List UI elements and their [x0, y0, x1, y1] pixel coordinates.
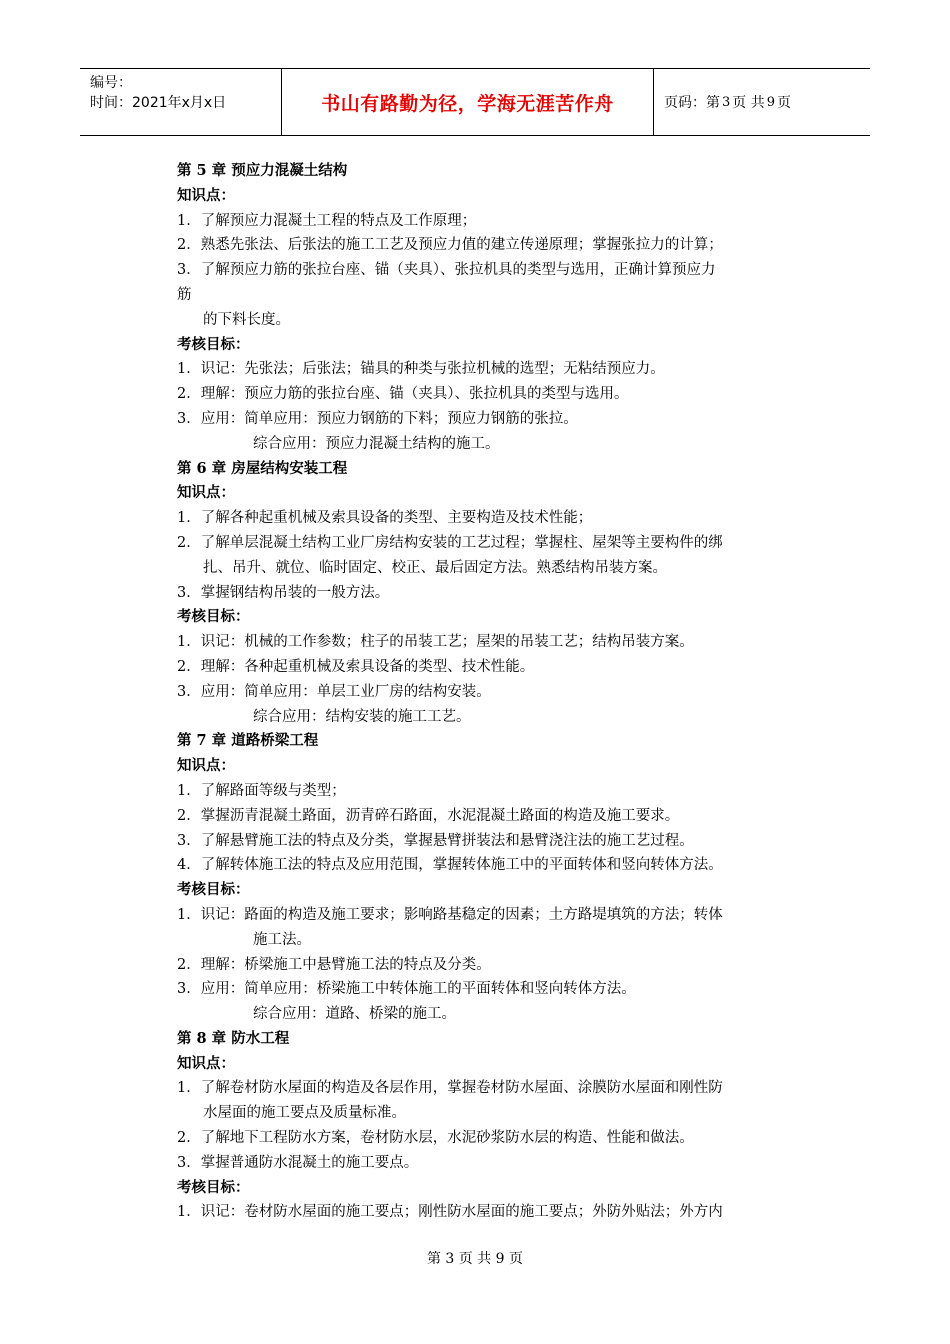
- section-heading: 知识点：: [177, 757, 235, 775]
- text-line: 3．应用：简单应用：桥梁施工中转体施工的平面转体和竖向转体方法。: [177, 981, 636, 998]
- text-line: 3．应用：简单应用：预应力钢筋的下料；预应力钢筋的张拉。: [177, 410, 578, 427]
- text-line: 1．识记：机械的工作参数；柱子的吊装工艺；屋架的吊装工艺；结构吊装方案。: [177, 634, 694, 651]
- text-line: 2．了解单层混凝土结构工业厂房结构安装的工艺过程；掌握柱、屋架等主要构件的绑: [177, 534, 723, 551]
- page-footer: 第 3 页 共 9 页: [426, 1251, 524, 1267]
- text-line: 1．识记：先张法；后张法；锚具的种类与张拉机械的选型；无粘结预应力。: [177, 361, 665, 378]
- page-header: [80, 68, 870, 136]
- text-line: 3．了解预应力筋的张拉台座、锚（夹具）、张拉机具的类型与选用，正确计算预应力: [177, 262, 716, 279]
- text-line: 3．掌握钢结构吊装的一般方法。: [177, 584, 390, 601]
- section-heading: 考核目标：: [177, 335, 250, 353]
- page-label-post: 页: [777, 95, 792, 111]
- text-line: 2．理解：各种起重机械及索具设备的类型、技术性能。: [177, 658, 535, 675]
- section-heading: 第 6 章 房屋结构安装工程: [177, 459, 348, 477]
- text-line: 1．识记：路面的构造及施工要求；影响路基稳定的因素；土方路堤填筑的方法；转体: [177, 906, 723, 923]
- text-line: 3．应用：简单应用：单层工业厂房的结构安装。: [177, 683, 491, 700]
- section-heading: 第 5 章 预应力混凝土结构: [177, 162, 348, 179]
- text-line: 2．熟悉先张法、后张法的施工工艺及预应力值的建立传递原理；掌握张拉力的计算；: [177, 237, 723, 254]
- text-line: 1．了解预应力混凝土工程的特点及工作原理；: [177, 212, 477, 229]
- section-heading: 知识点：: [177, 186, 235, 204]
- number-label: 编号：: [90, 75, 132, 91]
- text-line: 2．理解：桥梁施工中悬臂施工法的特点及分类。: [177, 956, 491, 973]
- text-line: 1．了解路面等级与类型；: [177, 782, 346, 799]
- page-number: 3: [722, 94, 731, 110]
- section-heading: 知识点：: [177, 1054, 235, 1072]
- section-heading: 考核目标：: [177, 881, 250, 899]
- text-line: 4．了解转体施工法的特点及应用范围，掌握转体施工中的平面转体和竖向转体方法。: [177, 857, 723, 874]
- text-line: 1．了解各种起重机械及索具设备的类型、主要构造及技术性能；: [177, 510, 593, 527]
- text-line: 2．掌握沥青混凝土路面，沥青碎石路面，水泥混凝土路面的构造及施工要求。: [177, 807, 680, 824]
- section-heading: 第 8 章 防水工程: [177, 1029, 290, 1047]
- text-line: 综合应用：预应力混凝土结构的施工。: [253, 435, 500, 452]
- text-line: 3．了解悬臂施工法的特点及分类，掌握悬臂拼装法和悬臂浇注法的施工艺过程。: [177, 832, 694, 849]
- text-line: 2．了解地下工程防水方案，卷材防水层，水泥砂浆防水层的构造、性能和做法。: [177, 1130, 694, 1147]
- text-line: 施工法。: [253, 931, 311, 948]
- header-page-indicator: [654, 69, 870, 135]
- text-line: 水屋面的施工要点及质量标准。: [203, 1105, 406, 1122]
- text-line: 3．掌握普通防水混凝土的施工要点。: [177, 1154, 419, 1171]
- text-line: 2．理解：预应力筋的张拉台座、锚（夹具）、张拉机具的类型与选用。: [177, 386, 629, 403]
- text-line: 综合应用：结构安装的施工工艺。: [253, 708, 471, 725]
- text-line: 综合应用：道路、桥梁的施工。: [253, 1006, 456, 1023]
- text-line: 筋: [177, 286, 192, 303]
- header-info-cell: [80, 69, 282, 135]
- text-line: 1．了解卷材防水屋面的构造及各层作用，掌握卷材防水屋面、涂膜防水屋面和刚性防: [177, 1080, 723, 1097]
- text-line: 1．识记：卷材防水屋面的施工要点；刚性防水屋面的施工要点；外防外贴法；外方内: [177, 1204, 723, 1221]
- text-line: 扎、吊升、就位、临时固定、校正、最后固定方法。熟悉结构吊装方案。: [203, 559, 667, 576]
- section-heading: 考核目标：: [177, 608, 250, 626]
- page-label-pre: 页码：第: [664, 95, 720, 111]
- page-total: 9: [766, 94, 776, 110]
- section-heading: 第 7 章 道路桥梁工程: [177, 732, 319, 750]
- section-heading: 知识点：: [177, 484, 235, 502]
- document-body: [177, 159, 817, 1225]
- page-label-mid: 页 共: [732, 95, 765, 111]
- time-label: 时间：2021年x月x日: [90, 95, 227, 111]
- section-heading: 考核目标：: [177, 1178, 250, 1196]
- text-line: 的下料长度。: [203, 311, 290, 328]
- header-motto: 书山有路勤为径，学海无涯苦作舟: [282, 69, 654, 135]
